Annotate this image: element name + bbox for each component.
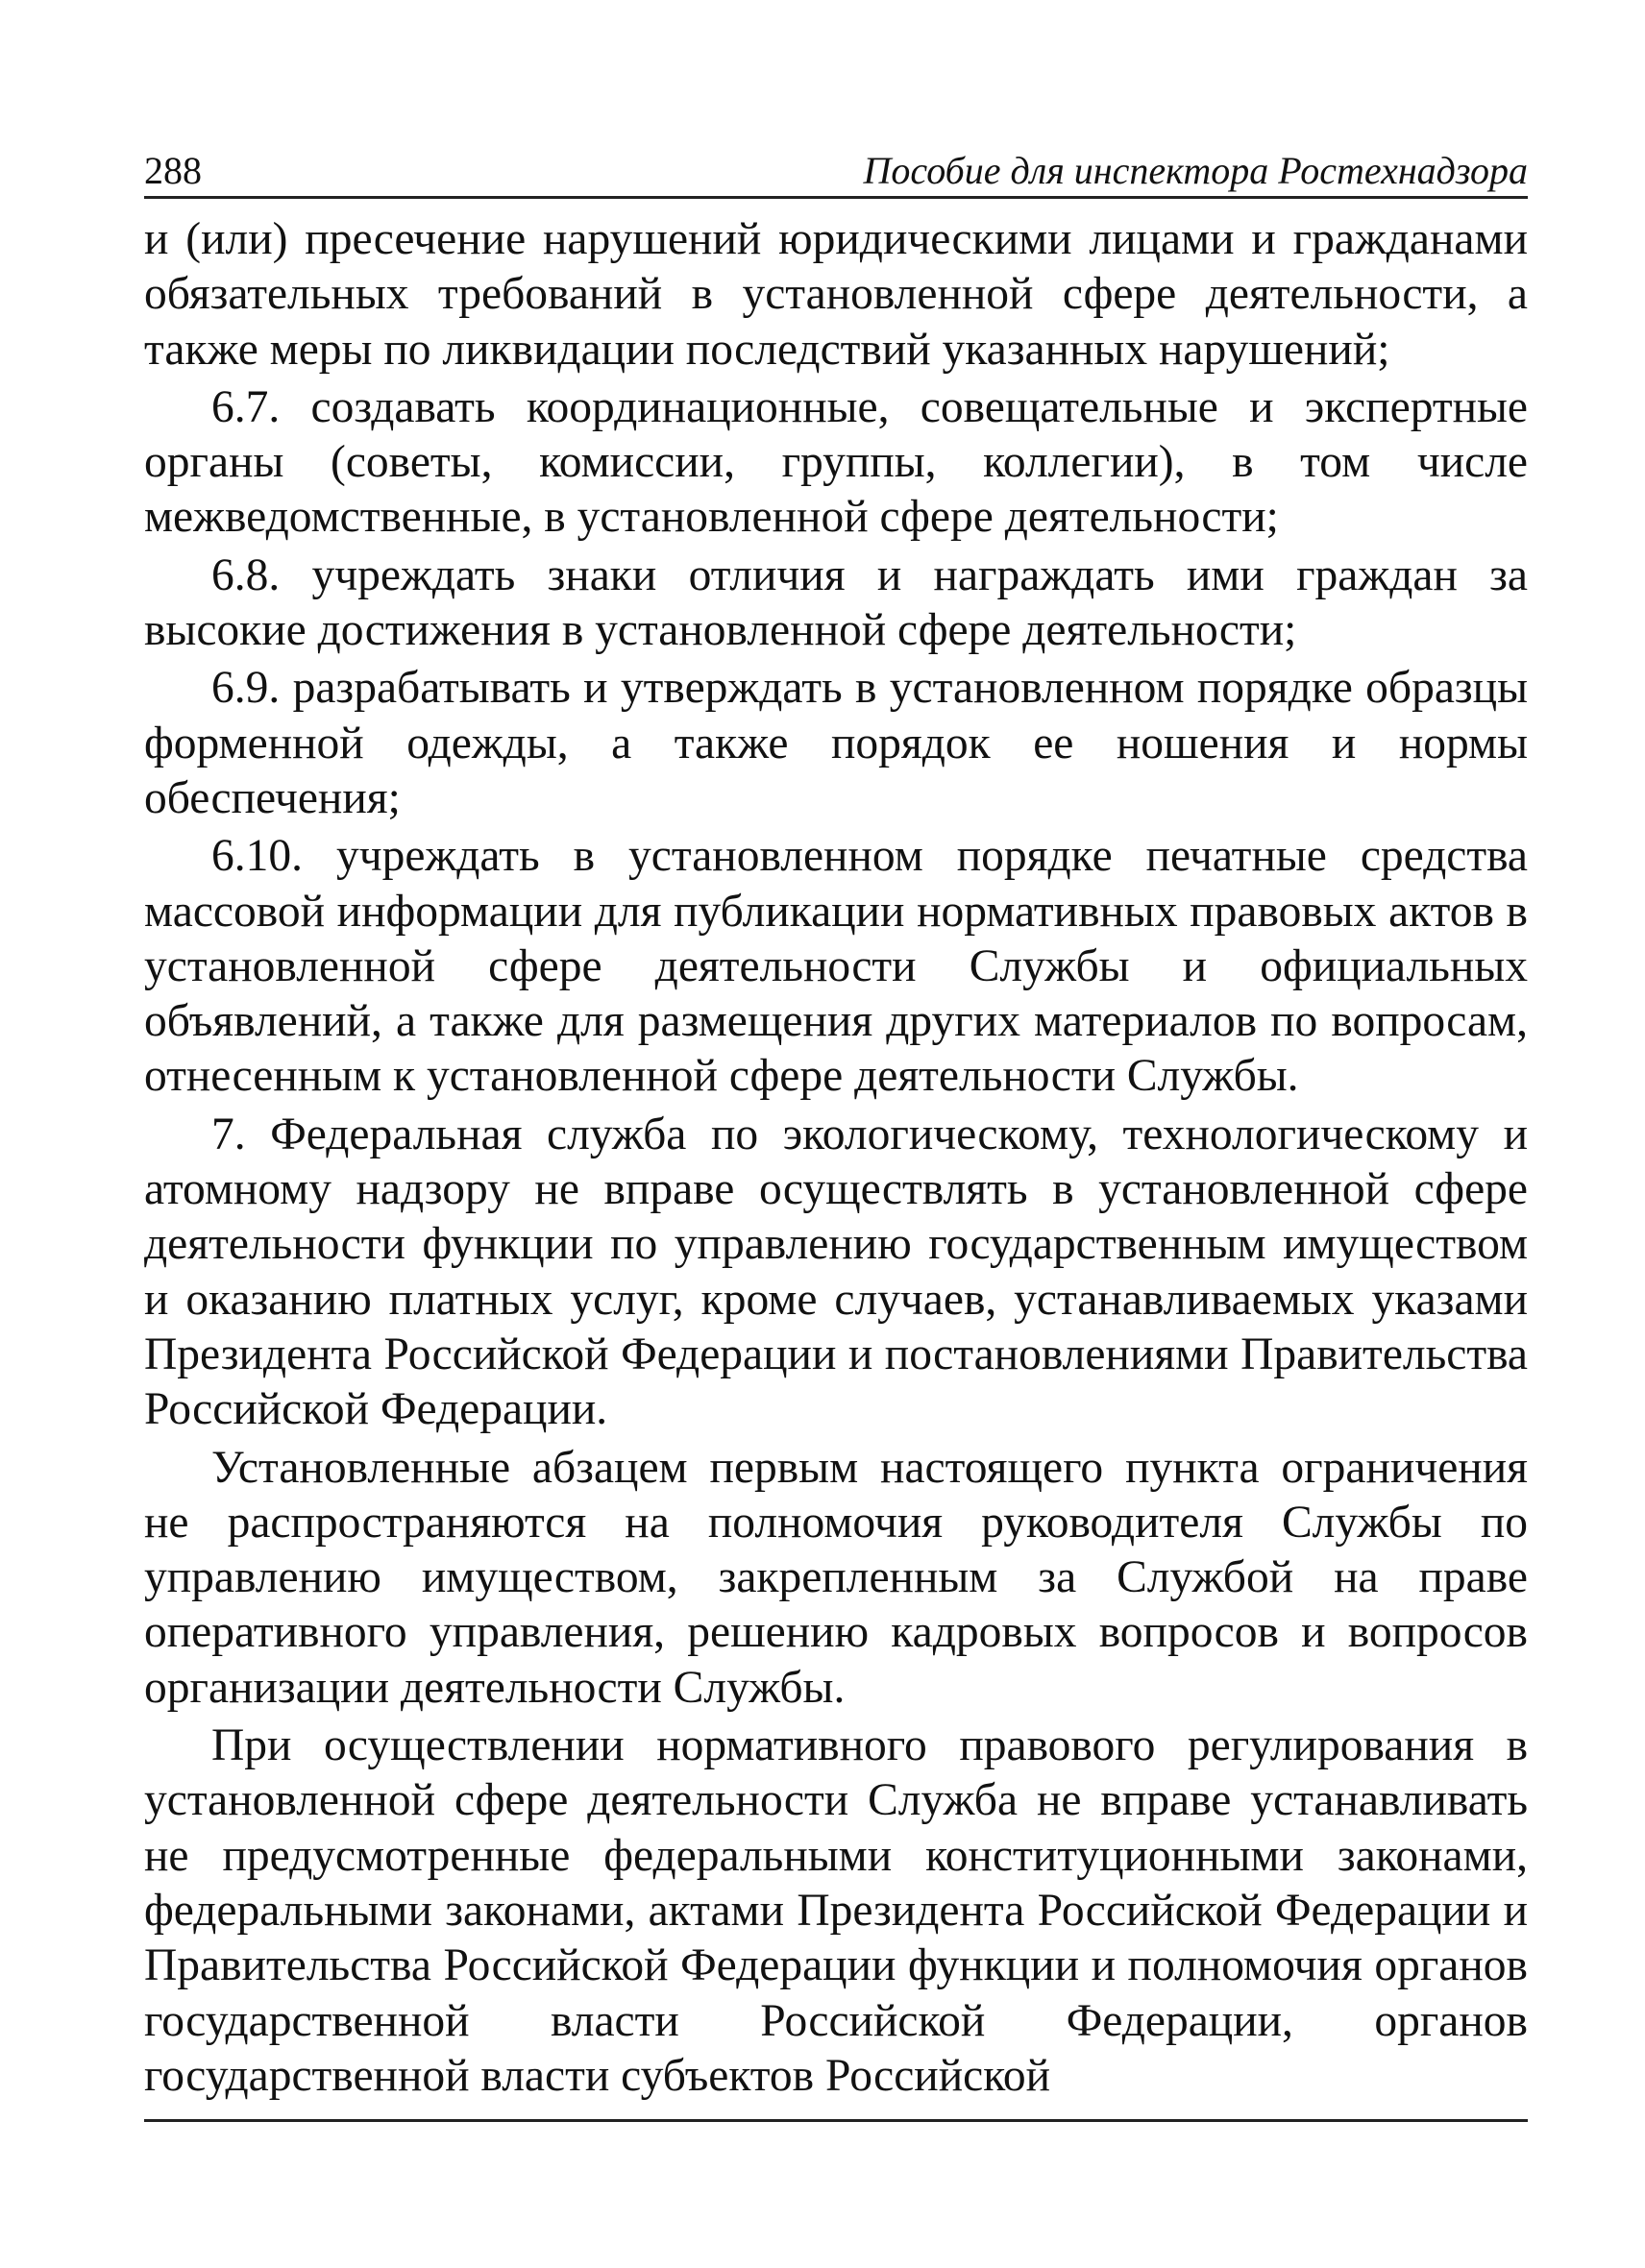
running-header: [144, 144, 1528, 199]
book-page: [144, 144, 1528, 2122]
paragraph-item-6-7: 6.7. создавать координационные, совещательные и экспертные органы (советы, комиссии, группы, коллегии), в том числе межведомственные, в установленной сфере деятельности;: [144, 381, 1528, 543]
paragraph-item-6-9: 6.9. разрабатывать и утверждать в установленном порядке образцы форменной одежды, а также порядок ее ношения и нормы обеспечения;: [144, 663, 1528, 823]
paragraph-continuation: и (или) пресечение нарушений юридическими лицами и гражданами обязательных требований в установленной сфере деятельности, а также меры по ликвидации последствий указанных нарушений;: [144, 214, 1528, 375]
running-header-title: Пособие для инспектора Ростехнадзора: [863, 149, 1528, 192]
paragraph-item-7: 7. Федеральная служба по экологическому, технологическому и атомному надзору не вправе осуществлять в установленной сфере деятельности функции по управлению государственным имуществом и оказанию платных услуг, кроме случаев, устанавливаемых указами Президента Российской Федерации и постановлениями Правительства Российской Федерации.: [144, 1109, 1528, 1435]
paragraph-item-6-10: 6.10. учреждать в установленном порядке печатные средства массовой информации для публикации нормативных правовых актов в установленной сфере деятельности Службы и официальных объявлений, а также для размещения других материалов по вопросам, отнесенным к установленной сфере деятельности Службы.: [144, 831, 1528, 1102]
bottom-rule: [144, 2119, 1528, 2122]
paragraph-restrictions: Установленные абзацем первым настоящего пункта ограничения не распространяются на полномочия руководителя Службы по управлению имуществом, закрепленным за Службой на праве оперативного управления, решению кадровых вопросов и вопросов организации деятельности Службы.: [144, 1442, 1528, 1713]
page-number: 288: [144, 149, 202, 192]
body-text: [144, 212, 1528, 2104]
paragraph-regulation: При осуществлении нормативного правового регулирования в установленной сфере деятельности Служба не вправе устанавливать не предусмотренные федеральными конституционными законами, федеральными законами, актами Президента Российской Федерации и Правительства Российской Федерации функции и полномочия органов государственной власти Российской Федерации, органов государственной власти субъектов Российской: [144, 1720, 1528, 2101]
paragraph-item-6-8: 6.8. учреждать знаки отличия и награждать ими граждан за высокие достижения в установленной сфере деятельности;: [144, 549, 1528, 656]
